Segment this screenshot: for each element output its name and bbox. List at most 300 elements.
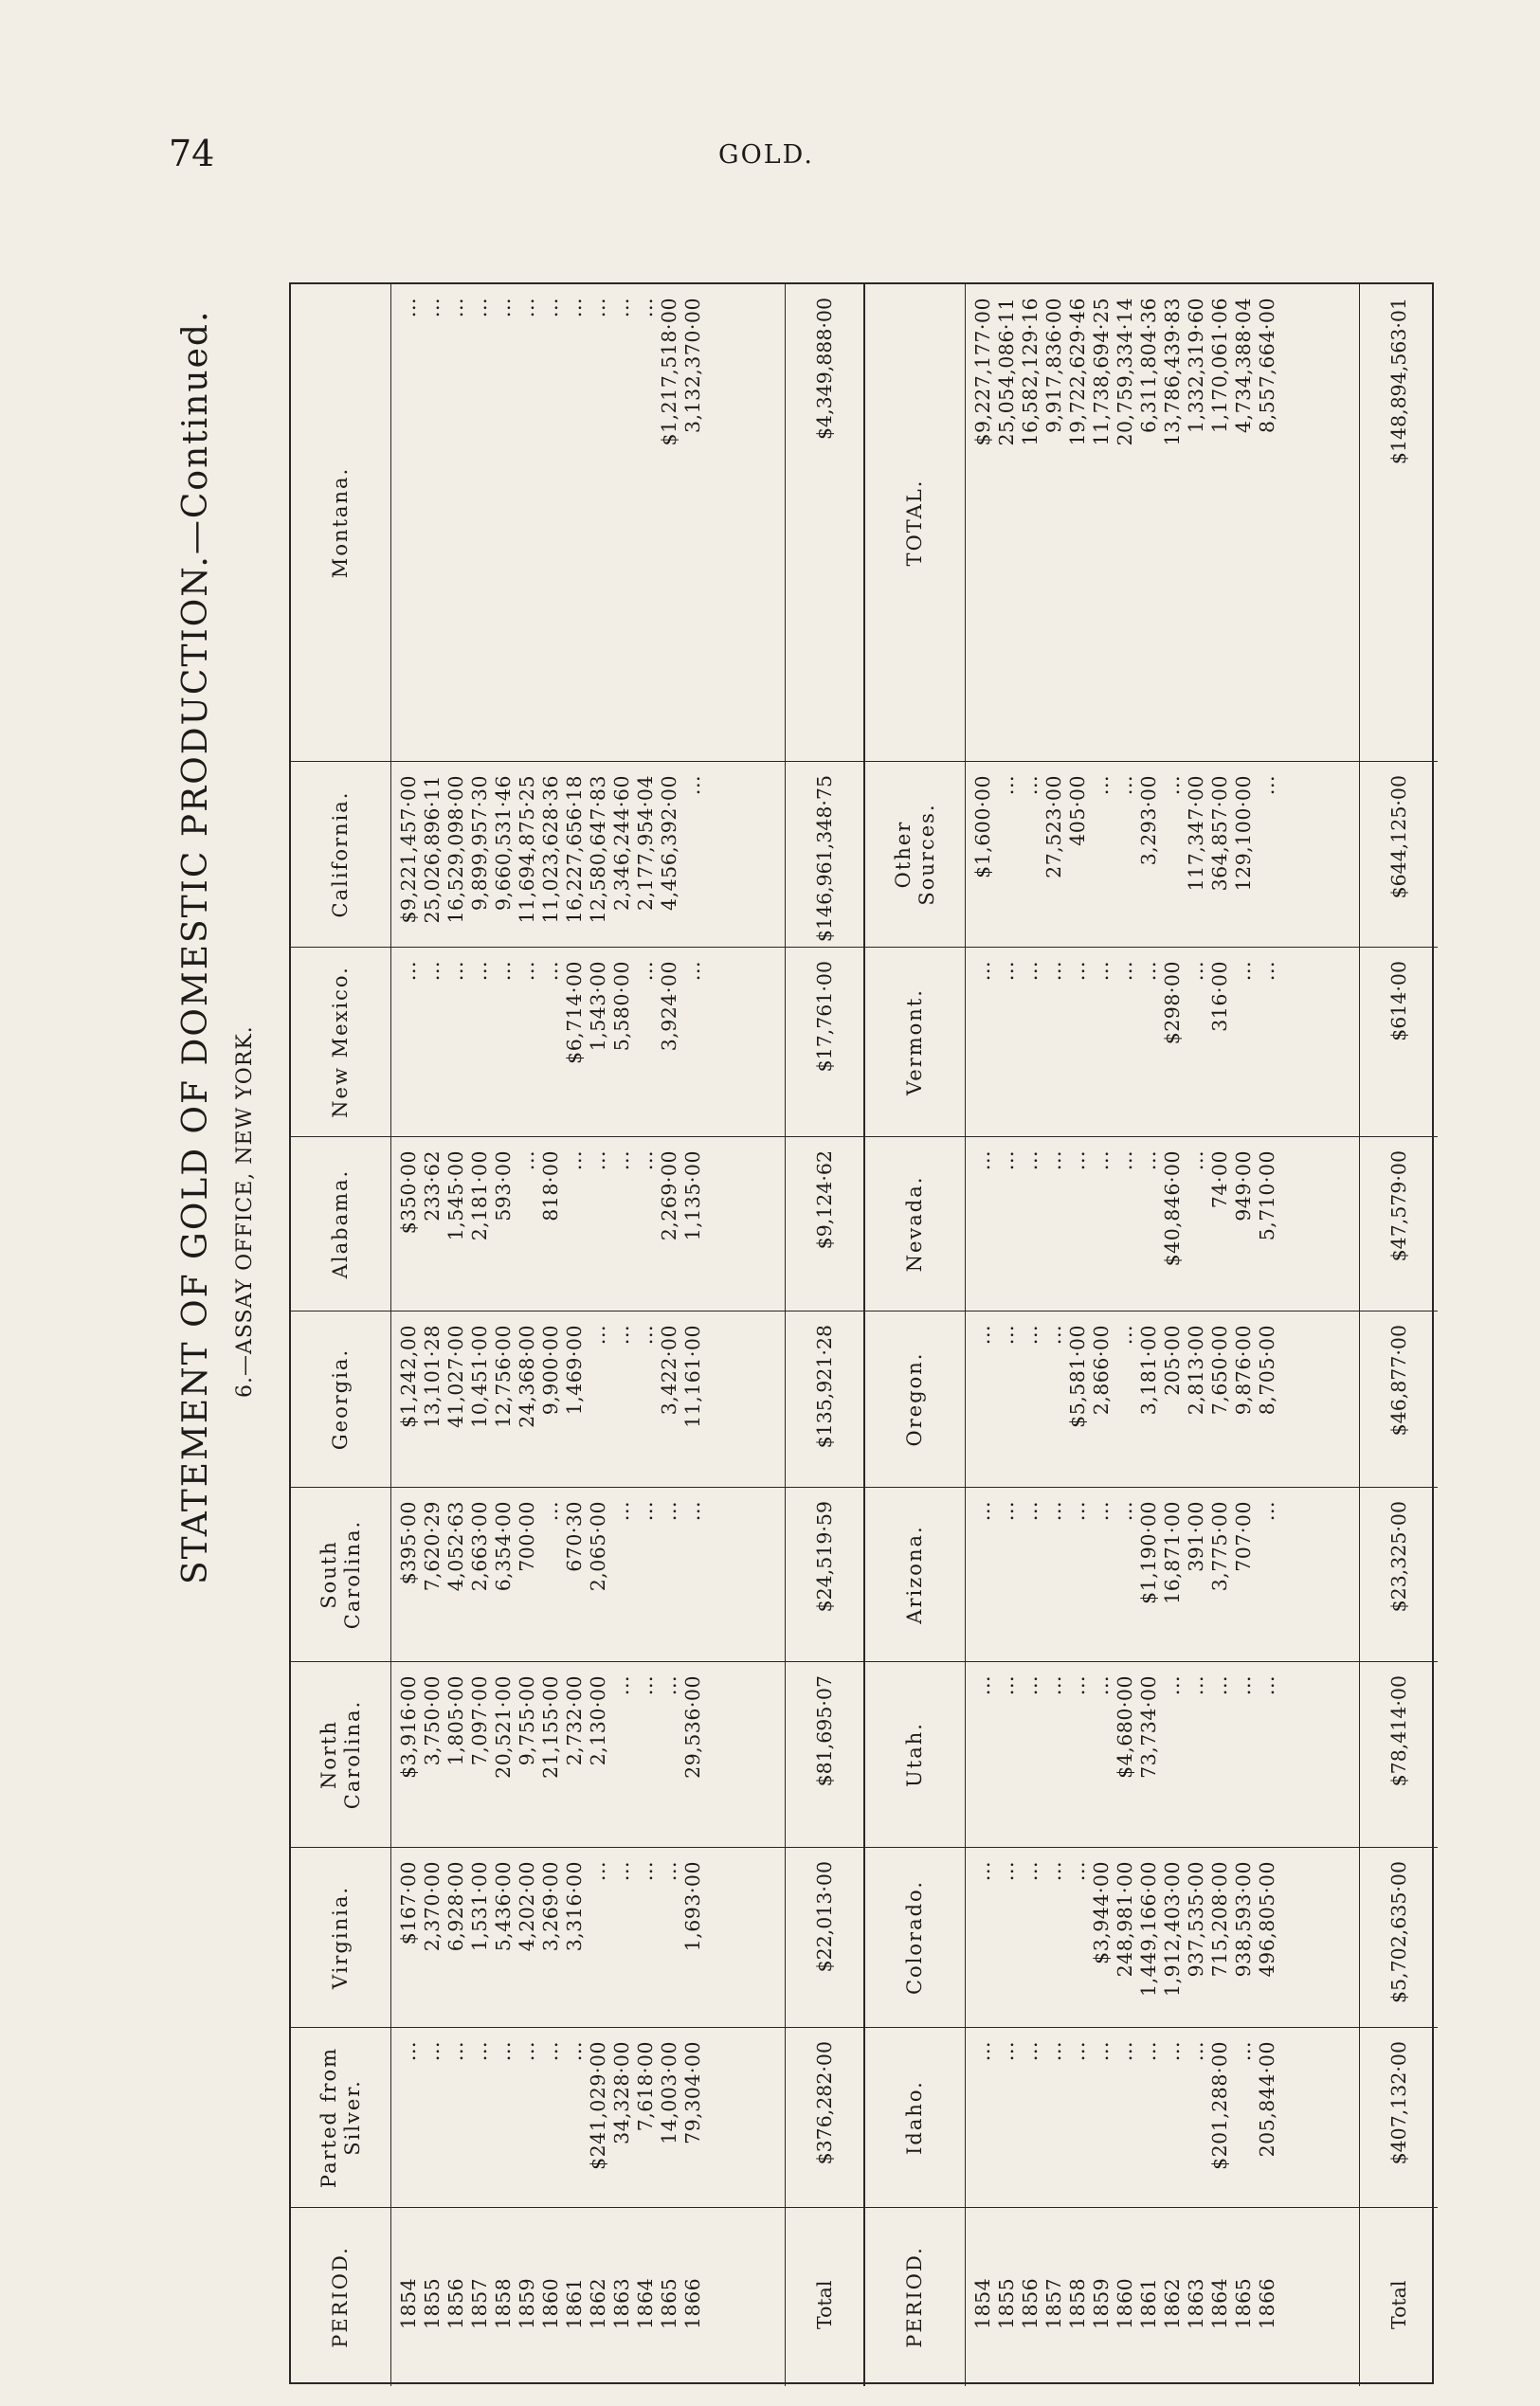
table-cell: ... bbox=[971, 1861, 994, 1882]
table-cell: 20,759,334·14 bbox=[1114, 298, 1136, 446]
table-cell: 3,775·00 bbox=[1208, 1501, 1231, 1592]
table-cell: ... bbox=[1042, 1325, 1065, 1346]
table-cell: $4,680·00 bbox=[1114, 1675, 1136, 1779]
table-cell: 2,269·00 bbox=[658, 1150, 680, 1241]
column-total-value: $407,132·00 bbox=[1359, 2028, 1438, 2207]
table-cell: ... bbox=[1185, 2041, 1207, 2062]
column-header: Other Sources. bbox=[865, 762, 966, 947]
table-cell: ... bbox=[1114, 775, 1136, 796]
period-year: 1861 bbox=[1137, 2277, 1160, 2329]
table-cell: 3,422·00 bbox=[658, 1325, 680, 1416]
total-label: Total bbox=[1359, 2208, 1438, 2386]
section-subtitle: 6.—ASSAY OFFICE, NEW YORK. bbox=[233, 1025, 257, 1398]
table-cell: ... bbox=[516, 298, 538, 318]
table-cell: 700·00 bbox=[516, 1501, 538, 1572]
table-cell: $1,600·00 bbox=[971, 775, 994, 878]
period-year: 1856 bbox=[444, 2277, 467, 2329]
table-cell: 3,132,370·00 bbox=[681, 298, 704, 433]
table-cell: 2,866·00 bbox=[1090, 1325, 1113, 1416]
table-cell: ... bbox=[539, 961, 562, 982]
column-header: PERIOD. bbox=[865, 2208, 966, 2386]
period-year: 1857 bbox=[468, 2277, 491, 2329]
table-cell: 2,370·00 bbox=[421, 1861, 444, 1952]
gold-production-table bbox=[289, 282, 1434, 2384]
table-cell: ... bbox=[1114, 1501, 1136, 1522]
column-values bbox=[971, 948, 1350, 1136]
table-cell: 9,876·00 bbox=[1232, 1325, 1255, 1416]
table-cell: ... bbox=[658, 1861, 680, 1882]
table-cell: ... bbox=[421, 298, 444, 318]
table-cell: 4,456,392·00 bbox=[658, 775, 680, 911]
table-cell: 1,531·00 bbox=[468, 1861, 491, 1952]
table-cell: ... bbox=[971, 1325, 994, 1346]
table-cell: 3,269·00 bbox=[539, 1861, 562, 1952]
table-cell: $3,916·00 bbox=[397, 1675, 420, 1779]
column-header: California. bbox=[291, 762, 391, 947]
table-cell: ... bbox=[1019, 1861, 1042, 1882]
table-cell: ... bbox=[539, 1501, 562, 1522]
column-total bbox=[865, 284, 1438, 762]
table-cell: ... bbox=[1137, 2041, 1160, 2062]
table-cell: 9,755·00 bbox=[516, 1675, 538, 1766]
column-values bbox=[397, 948, 776, 1136]
column-parted-from-silver bbox=[291, 2028, 863, 2208]
table-cell: ... bbox=[634, 1861, 657, 1882]
table-cell: ... bbox=[995, 1150, 1018, 1171]
period-year: 1862 bbox=[1161, 2277, 1184, 2329]
table-cell: ... bbox=[658, 1675, 680, 1696]
table-cell: 4,052·63 bbox=[444, 1501, 467, 1592]
table-cell: ... bbox=[468, 961, 491, 982]
table-cell: 1,912,403·00 bbox=[1161, 1861, 1184, 1997]
table-cell: ... bbox=[587, 1150, 609, 1171]
table-cell: ... bbox=[1114, 961, 1136, 982]
table-cell: ... bbox=[995, 775, 1018, 796]
table-cell: 2,065·00 bbox=[587, 1501, 609, 1592]
column-header: North Carolina. bbox=[291, 1662, 391, 1847]
table-cell: ... bbox=[539, 2041, 562, 2062]
table-cell: ... bbox=[1090, 2041, 1113, 2062]
table-cell: $298·00 bbox=[1161, 961, 1184, 1045]
table-cell: ... bbox=[1019, 2041, 1042, 2062]
table-cell: ... bbox=[1042, 1150, 1065, 1171]
table-cell: 20,521·00 bbox=[492, 1675, 515, 1779]
table-cell: 16,227,656·18 bbox=[563, 775, 586, 924]
table-cell: ... bbox=[1137, 961, 1160, 982]
column-header: TOTAL. bbox=[865, 284, 966, 761]
table-cell: 205·00 bbox=[1161, 1325, 1184, 1396]
column-oregon bbox=[865, 1312, 1438, 1488]
table-cell: 41,027·00 bbox=[444, 1325, 467, 1428]
period-year: 1860 bbox=[1114, 2277, 1136, 2329]
period-year: 1866 bbox=[1256, 2277, 1278, 2329]
table-cell: ... bbox=[995, 1325, 1018, 1346]
table-cell: ... bbox=[610, 1861, 633, 1882]
table-cell: ... bbox=[1066, 1675, 1089, 1696]
table-cell: ... bbox=[587, 1325, 609, 1346]
table-cell: ... bbox=[1137, 1150, 1160, 1171]
table-cell: 2,181·00 bbox=[468, 1150, 491, 1241]
column-total-value: $9,124·62 bbox=[785, 1137, 863, 1311]
table-cell: ... bbox=[468, 2041, 491, 2062]
column-header: PERIOD. bbox=[291, 2208, 391, 2386]
table-cell: 1,693·00 bbox=[681, 1861, 704, 1952]
table-cell: ... bbox=[634, 1325, 657, 1346]
table-cell: ... bbox=[1161, 2041, 1184, 2062]
period-year: 1855 bbox=[995, 2277, 1018, 2329]
table-cell: $9,227,177·00 bbox=[971, 298, 994, 446]
column-header: South Carolina. bbox=[291, 1488, 391, 1661]
table-cell: 13,786,439·83 bbox=[1161, 298, 1184, 446]
column-values bbox=[397, 2028, 776, 2207]
table-cell: ... bbox=[1042, 1861, 1065, 1882]
column-total-value: $4,349,888·00 bbox=[785, 284, 863, 761]
table-cell: ... bbox=[1185, 961, 1207, 982]
column-values bbox=[971, 2208, 1350, 2386]
period-year: 1862 bbox=[587, 2277, 609, 2329]
column-north-carolina bbox=[291, 1662, 863, 1848]
table-cell: ... bbox=[492, 298, 515, 318]
table-cell: ... bbox=[995, 1501, 1018, 1522]
table-cell: 2,732·00 bbox=[563, 1675, 586, 1766]
table-cell: ... bbox=[1161, 775, 1184, 796]
table-cell: ... bbox=[516, 1150, 538, 1171]
table-cell: 129,100·00 bbox=[1232, 775, 1255, 892]
table-cell: ... bbox=[587, 298, 609, 318]
table-cell: ... bbox=[1161, 1675, 1184, 1696]
column-vermont bbox=[865, 948, 1438, 1137]
table-cell: 2,130·00 bbox=[587, 1675, 609, 1766]
table-cell: ... bbox=[421, 961, 444, 982]
table-cell: 9,899,957·30 bbox=[468, 775, 491, 911]
column-total-value: $376,282·00 bbox=[785, 2028, 863, 2207]
column-values bbox=[397, 1662, 776, 1847]
table-cell: ... bbox=[516, 961, 538, 982]
column-utah bbox=[865, 1662, 1438, 1848]
table-cell: 364,857·00 bbox=[1208, 775, 1231, 892]
table-cell: 1,805·00 bbox=[444, 1675, 467, 1766]
table-cell: 1,170,061·06 bbox=[1208, 298, 1231, 433]
table-cell: 79,304·00 bbox=[681, 2041, 704, 2144]
table-cell: 11,161·00 bbox=[681, 1325, 704, 1428]
table-cell: 16,582,129·16 bbox=[1019, 298, 1042, 446]
table-cell: ... bbox=[1066, 1861, 1089, 1882]
table-cell: ... bbox=[1232, 2041, 1255, 2062]
table-cell: ... bbox=[1066, 2041, 1089, 2062]
column-header: Oregon. bbox=[865, 1312, 966, 1487]
table-cell: 27,523·00 bbox=[1042, 775, 1065, 878]
column-georgia bbox=[291, 1312, 863, 1488]
table-cell: ... bbox=[563, 1150, 586, 1171]
table-cell: ... bbox=[1090, 1675, 1113, 1696]
table-cell: ... bbox=[1090, 775, 1113, 796]
table-cell: ... bbox=[492, 2041, 515, 2062]
table-cell: 29,536·00 bbox=[681, 1675, 704, 1779]
column-total-value: $47,579·00 bbox=[1359, 1137, 1438, 1311]
column-values bbox=[397, 1312, 776, 1487]
table-cell: ... bbox=[1185, 1150, 1207, 1171]
table-cell: ... bbox=[971, 1501, 994, 1522]
table-cell: ... bbox=[587, 1861, 609, 1882]
column-total-value: $644,125·00 bbox=[1359, 762, 1438, 947]
column-header: Virginia. bbox=[291, 1848, 391, 2027]
table-cell: ... bbox=[1256, 961, 1278, 982]
table-cell: 14,003·00 bbox=[658, 2041, 680, 2144]
column-values bbox=[397, 1848, 776, 2027]
table-cell: ... bbox=[634, 298, 657, 318]
table-cell: 2,663·00 bbox=[468, 1501, 491, 1592]
column-values bbox=[971, 1662, 1350, 1847]
table-cell: 1,543·00 bbox=[587, 961, 609, 1052]
table-cell: 3,293·00 bbox=[1137, 775, 1160, 866]
table-cell: 937,535·00 bbox=[1185, 1861, 1207, 1978]
column-total-value: $146,961,348·75 bbox=[785, 762, 863, 947]
table-cell: ... bbox=[1256, 1501, 1278, 1522]
column-total-value: $17,761·00 bbox=[785, 948, 863, 1136]
column-values bbox=[971, 1137, 1350, 1311]
table-cell: ... bbox=[492, 961, 515, 982]
table-cell: 16,529,098·00 bbox=[444, 775, 467, 924]
table-cell: ... bbox=[610, 298, 633, 318]
table-cell: ... bbox=[1042, 961, 1065, 982]
table-cell: 74·00 bbox=[1208, 1150, 1231, 1209]
table-cell: 3,316·00 bbox=[563, 1861, 586, 1952]
table-cell: $3,944·00 bbox=[1090, 1861, 1113, 1964]
table-cell: ... bbox=[610, 1150, 633, 1171]
table-cell: ... bbox=[1019, 775, 1042, 796]
table-cell: ... bbox=[1019, 1501, 1042, 1522]
period-year: 1858 bbox=[492, 2277, 515, 2329]
table-cell: ... bbox=[397, 2041, 420, 2062]
table-cell: ... bbox=[971, 961, 994, 982]
table-cell: 1,469·00 bbox=[563, 1325, 586, 1416]
column-values bbox=[397, 1137, 776, 1311]
column-nevada bbox=[865, 1137, 1438, 1312]
column-header: Utah. bbox=[865, 1662, 966, 1847]
period-year: 1866 bbox=[681, 2277, 704, 2329]
table-cell: 4,202·00 bbox=[516, 1861, 538, 1952]
table-cell: ... bbox=[1114, 1150, 1136, 1171]
table-cell: ... bbox=[563, 298, 586, 318]
column-south-carolina bbox=[291, 1488, 863, 1662]
running-head: GOLD. bbox=[718, 140, 814, 170]
table-cell: $5,581·00 bbox=[1066, 1325, 1089, 1428]
table-cell: 496,805·00 bbox=[1256, 1861, 1278, 1978]
table-cell: ... bbox=[681, 775, 704, 796]
table-cell: ... bbox=[516, 2041, 538, 2062]
table-cell: 316·00 bbox=[1208, 961, 1231, 1032]
table-cell: 1,135·00 bbox=[681, 1150, 704, 1241]
table-cell: 5,710·00 bbox=[1256, 1150, 1278, 1241]
column-values bbox=[971, 284, 1350, 761]
table-cell: ... bbox=[1256, 1675, 1278, 1696]
table-cell: $40,846·00 bbox=[1161, 1150, 1184, 1267]
table-cell: ... bbox=[995, 961, 1018, 982]
table-cell: 233·62 bbox=[421, 1150, 444, 1221]
table-cell: $201,288·00 bbox=[1208, 2041, 1231, 2170]
table-cell: 405·00 bbox=[1066, 775, 1089, 846]
table-cell: 2,813·00 bbox=[1185, 1325, 1207, 1416]
column-header: Vermont. bbox=[865, 948, 966, 1136]
period-year: 1861 bbox=[563, 2277, 586, 2329]
column-values bbox=[971, 2028, 1350, 2207]
table-cell: 34,328·00 bbox=[610, 2041, 633, 2144]
table-cell: ... bbox=[1185, 1675, 1207, 1696]
table-cell: 4,734,388·04 bbox=[1232, 298, 1255, 433]
page-number: 74 bbox=[169, 133, 215, 174]
column-arizona bbox=[865, 1488, 1438, 1662]
table-cell: ... bbox=[563, 2041, 586, 2062]
column-header: Idaho. bbox=[865, 2028, 966, 2207]
table-cell: 938,593·00 bbox=[1232, 1861, 1255, 1978]
period-year: 1864 bbox=[634, 2277, 657, 2329]
table-cell: 1,449,166·00 bbox=[1137, 1861, 1160, 1997]
table-cell: 1,545·00 bbox=[444, 1150, 467, 1241]
table-cell: ... bbox=[971, 1675, 994, 1696]
period-year: 1857 bbox=[1042, 2277, 1065, 2329]
table-cell: 16,871·00 bbox=[1161, 1501, 1184, 1604]
table-cell: ... bbox=[1019, 1150, 1042, 1171]
table-upper-section bbox=[291, 284, 863, 2386]
table-cell: 707·00 bbox=[1232, 1501, 1255, 1572]
table-cell: 25,054,086·11 bbox=[995, 298, 1018, 446]
table-cell: 19,722,629·46 bbox=[1066, 298, 1089, 446]
column-header: Montana. bbox=[291, 284, 391, 761]
column-total-value: $46,877·00 bbox=[1359, 1312, 1438, 1487]
column-header: New Mexico. bbox=[291, 948, 391, 1136]
column-values bbox=[397, 762, 776, 947]
table-cell: $1,190·00 bbox=[1137, 1501, 1160, 1604]
period-year: 1865 bbox=[658, 2277, 680, 2329]
table-cell: ... bbox=[995, 1861, 1018, 1882]
period-year: 1858 bbox=[1066, 2277, 1089, 2329]
period-year: 1856 bbox=[1019, 2277, 1042, 2329]
column-values bbox=[397, 284, 776, 761]
table-cell: 391·00 bbox=[1185, 1501, 1207, 1572]
table-cell: ... bbox=[1066, 1150, 1089, 1171]
table-cell: 73,734·00 bbox=[1137, 1675, 1160, 1779]
table-cell: ... bbox=[1066, 1501, 1089, 1522]
table-cell: ... bbox=[1114, 2041, 1136, 2062]
table-cell: $395·00 bbox=[397, 1501, 420, 1585]
table-cell: 11,023,628·36 bbox=[539, 775, 562, 924]
table-cell: 8,557,664·00 bbox=[1256, 298, 1278, 433]
table-cell: ... bbox=[397, 961, 420, 982]
column-header: Colorado. bbox=[865, 1848, 966, 2027]
period-year: 1854 bbox=[971, 2277, 994, 2329]
table-cell: 3,924·00 bbox=[658, 961, 680, 1052]
table-cell: 248,981·00 bbox=[1114, 1861, 1136, 1978]
table-cell: 9,917,836·00 bbox=[1042, 298, 1065, 433]
table-cell: 6,928·00 bbox=[444, 1861, 467, 1952]
column-california bbox=[291, 762, 863, 948]
table-cell: ... bbox=[444, 2041, 467, 2062]
table-cell: ... bbox=[610, 1325, 633, 1346]
column-virginia bbox=[291, 1848, 863, 2028]
column-total-value: $23,325·00 bbox=[1359, 1488, 1438, 1661]
table-cell: ... bbox=[1019, 1325, 1042, 1346]
page-title: STATEMENT OF GOLD OF DOMESTIC PRODUCTION.—Continued. bbox=[176, 309, 215, 1584]
column-other-sources bbox=[865, 762, 1438, 948]
table-cell: ... bbox=[1090, 961, 1113, 982]
column-total-value: $148,894,563·01 bbox=[1359, 284, 1438, 761]
table-cell: ... bbox=[634, 1501, 657, 1522]
table-cell: ... bbox=[1090, 1150, 1113, 1171]
table-cell: 6,311,804·36 bbox=[1137, 298, 1160, 433]
table-cell: 24,368·00 bbox=[516, 1325, 538, 1428]
table-cell: ... bbox=[634, 1150, 657, 1171]
table-cell: ... bbox=[1066, 961, 1089, 982]
table-cell: 6,354·00 bbox=[492, 1501, 515, 1592]
table-cell: ... bbox=[1232, 961, 1255, 982]
column-alabama bbox=[291, 1137, 863, 1312]
table-cell: ... bbox=[1208, 1675, 1231, 1696]
table-cell: 9,660,531·46 bbox=[492, 775, 515, 911]
total-label: Total bbox=[785, 2208, 863, 2386]
table-cell: 670·30 bbox=[563, 1501, 586, 1572]
period-year: 1863 bbox=[1185, 2277, 1207, 2329]
period-year: 1855 bbox=[421, 2277, 444, 2329]
table-cell: 13,101·28 bbox=[421, 1325, 444, 1428]
table-cell: $1,242,00 bbox=[397, 1325, 420, 1428]
table-cell: ... bbox=[539, 298, 562, 318]
column-total-value: $614·00 bbox=[1359, 948, 1438, 1136]
table-cell: ... bbox=[634, 1675, 657, 1696]
table-cell: 2,177,954·04 bbox=[634, 775, 657, 911]
table-cell: $241,029·00 bbox=[587, 2041, 609, 2170]
table-cell: ... bbox=[634, 961, 657, 982]
table-cell: ... bbox=[421, 2041, 444, 2062]
table-cell: ... bbox=[1090, 1501, 1113, 1522]
table-cell: ... bbox=[397, 298, 420, 318]
table-cell: 11,694,875·25 bbox=[516, 775, 538, 924]
table-cell: $9,221,457·00 bbox=[397, 775, 420, 924]
table-cell: 5,580·00 bbox=[610, 961, 633, 1052]
table-cell: 9,900·00 bbox=[539, 1325, 562, 1416]
column-total-value: $5,702,635·00 bbox=[1359, 1848, 1438, 2027]
period-year: 1863 bbox=[610, 2277, 633, 2329]
table-cell: 7,650·00 bbox=[1208, 1325, 1231, 1416]
column-total-value: $22,013·00 bbox=[785, 1848, 863, 2027]
table-cell: ... bbox=[444, 298, 467, 318]
table-cell: ... bbox=[1256, 775, 1278, 796]
table-cell: 12,756·00 bbox=[492, 1325, 515, 1428]
table-cell: $1,217,518·00 bbox=[658, 298, 680, 446]
rotated-table-body bbox=[291, 284, 1436, 2386]
period-year: 1865 bbox=[1232, 2277, 1255, 2329]
column-header: Arizona. bbox=[865, 1488, 966, 1661]
column-total-value: $78,414·00 bbox=[1359, 1662, 1438, 1847]
table-cell: ... bbox=[1042, 1675, 1065, 1696]
column-colorado bbox=[865, 1848, 1438, 2028]
table-cell: ... bbox=[610, 1501, 633, 1522]
table-cell: 1,332,319·60 bbox=[1185, 298, 1207, 433]
table-cell: ... bbox=[1042, 1501, 1065, 1522]
table-cell: ... bbox=[681, 1501, 704, 1522]
column-values bbox=[971, 1848, 1350, 2027]
table-cell: 12,580,647·83 bbox=[587, 775, 609, 924]
table-cell: ... bbox=[971, 1150, 994, 1171]
table-cell: ... bbox=[995, 1675, 1018, 1696]
table-cell: 117,347·00 bbox=[1185, 775, 1207, 892]
column-period-2 bbox=[865, 2208, 1438, 2386]
table-cell: ... bbox=[995, 2041, 1018, 2062]
table-cell: ... bbox=[444, 961, 467, 982]
table-cell: $350·00 bbox=[397, 1150, 420, 1235]
table-cell: 818·00 bbox=[539, 1150, 562, 1221]
table-cell: 25,026,896·11 bbox=[421, 775, 444, 924]
table-cell: 593·00 bbox=[492, 1150, 515, 1221]
